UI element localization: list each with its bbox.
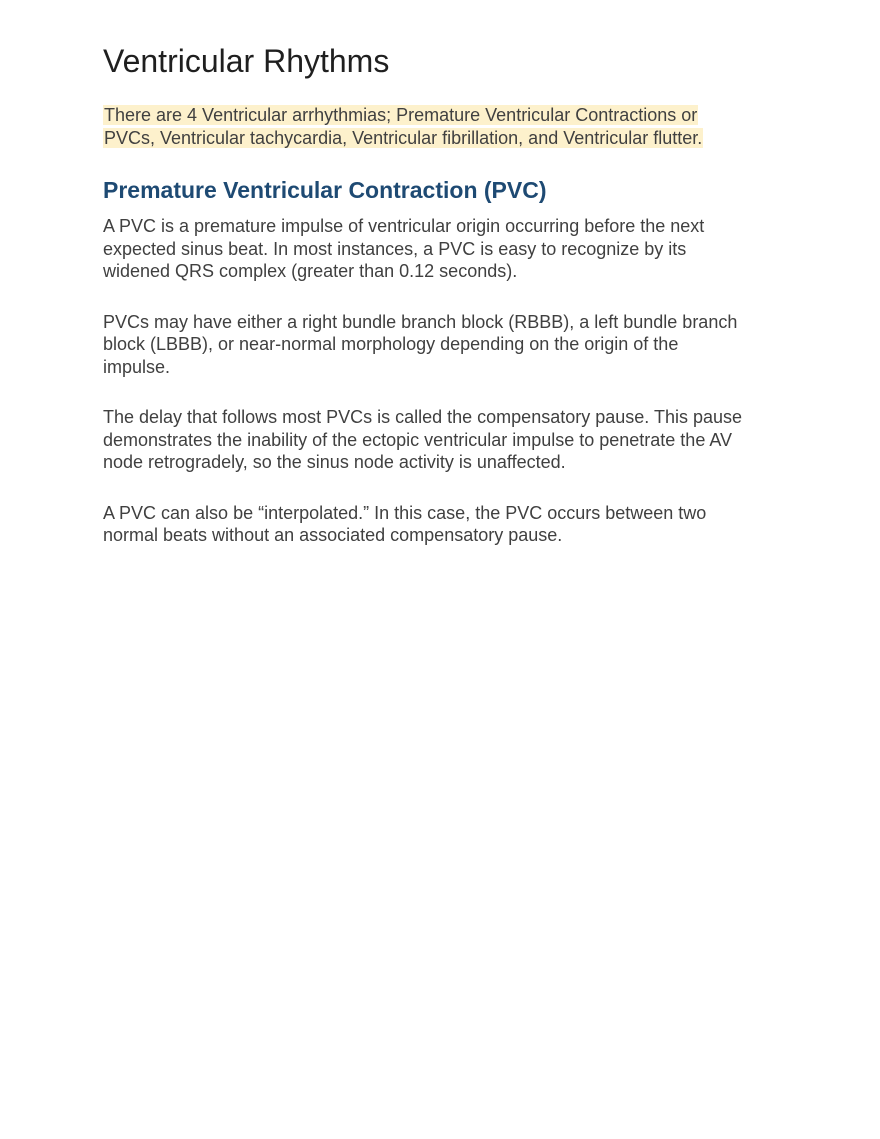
pvc-morphology-paragraph: PVCs may have either a right bundle branch block (RBBB), a left bundle branch block (LBBB), or near-normal morphology depending on the origin of the impulse. <box>103 311 738 377</box>
pvc-definition-paragraph: A PVC is a premature impulse of ventricular origin occurring before the next expected sinus beat. In most instances, a PVC is easy to recognize by its widened QRS complex (greater than 0.12 seconds). <box>103 216 705 281</box>
document-page <box>103 40 743 575</box>
page-title: Ventricular Rhythms <box>103 43 390 79</box>
compensatory-pause-paragraph: The delay that follows most PVCs is called the compensatory pause. This pause demonstrates the inability of the ectopic ventricular impulse to penetrate the AV node retrogradely, so the sinus node activity is unaffected. <box>103 407 742 472</box>
interpolated-pvc-paragraph: A PVC can also be “interpolated.” In this case, the PVC occurs between two normal beats without an associated compensatory pause. <box>103 502 707 545</box>
intro-paragraph <box>103 104 743 149</box>
section-heading-pvc: Premature Ventricular Contraction (PVC) <box>103 177 547 203</box>
intro-highlighted-text: There are 4 Ventricular arrhythmias; Premature Ventricular Contractions or PVCs, Ventricular tachycardia, Ventricular fibrillation, and Ventricular flutter. <box>104 105 703 148</box>
